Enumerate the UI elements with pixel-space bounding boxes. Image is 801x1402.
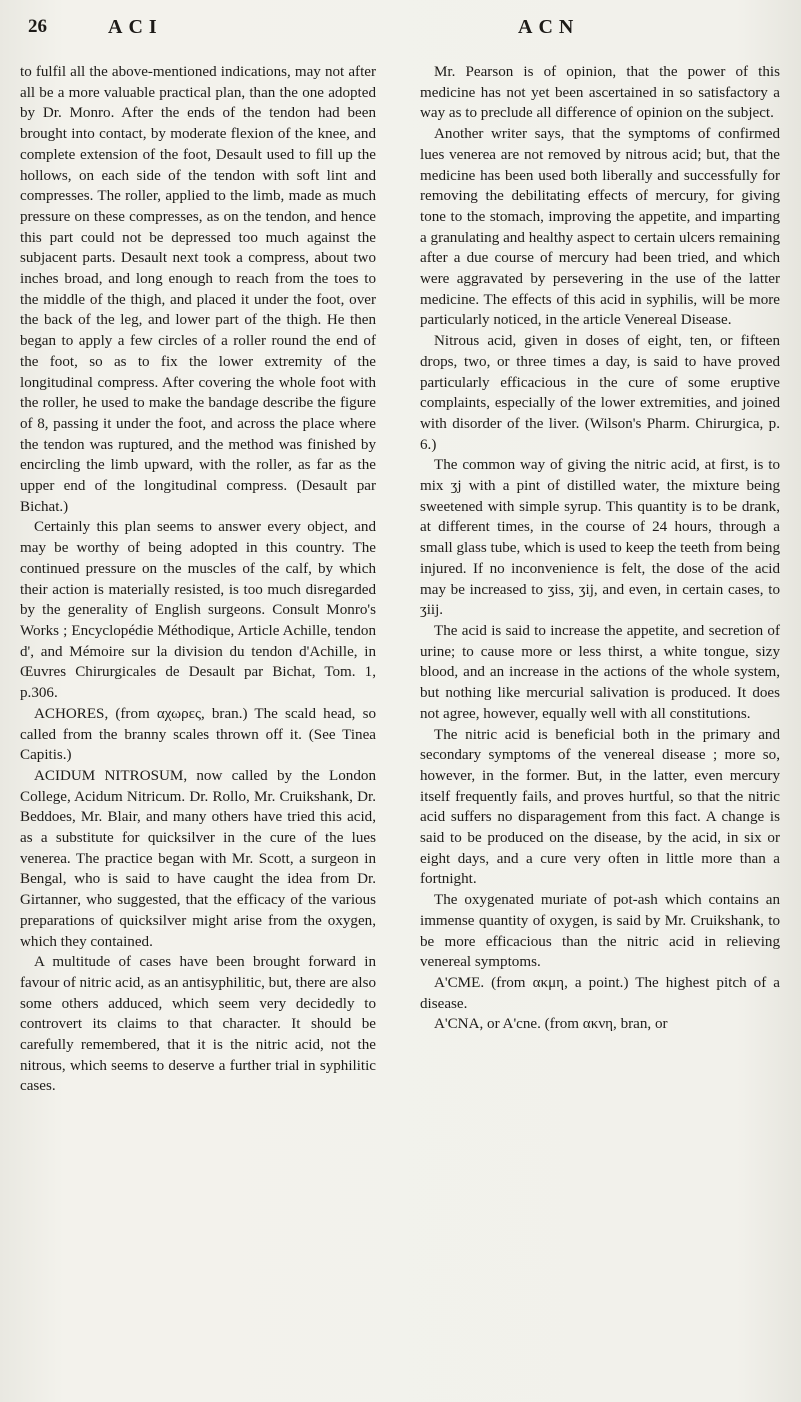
paragraph: The nitric acid is beneficial both in the primary and secondary symptoms of the venereal disease ; more so, however, in the former. But, in the latter, even mercury itself frequently fails, and proves hurtful, so that the nitric acid suffers no disparagement from this fact. A change is said to be produced on the disease, by the acid, in six or eight days, and a cure very often in little more than a fortnight. [420,726,780,888]
paragraph: A multitude of cases have been brought forward in favour of nitric acid, as an antisyphilitic, but, there are also some others adduced, which seem very decidedly to controvert its claims to that character. It should be carefully remembered, that it is the nitric acid, not the nitrous, which seems to deserve a further trial in syphilitic cases. [20,954,376,1095]
entry-acidum-nitrosum: ACIDUM NITROSUM, now called by the London College, Acidum Nitricum. Dr. Rollo, Mr. Cruikshank, Dr. Beddoes, Mr. Blair, and many others have tried this acid, as a substitute for quicksilver in the cure of the lues venerea. The practice began with Mr. Scott, a surgeon in Bengal, who is said to have caught the idea from Dr. Girtanner, who suggested, that the efficacy of the various preparations of quicksilver might arise from the oxygen, which they contained. [20,767,376,950]
paragraph: The acid is said to increase the appetite, and secretion of urine; to cause more or less thirst, a white tongue, sizy blood, and an increase in the actions of the whole system, but nothing like mercurial salivation is produced. It does not agree, however, equally well with all constitutions. [420,622,780,722]
page-header [18,16,783,48]
paragraph: Nitrous acid, given in doses of eight, ten, or fifteen drops, two, or three times a day, is said to have proved particularly efficacious in the cure of some eruptive complaints, especially of the lower extremities, and joined with disorder of the liver. (Wilson's Pharm. Chirurgica, p. 6.) [420,333,780,453]
left-column [20,62,376,1097]
paragraph: The common way of giving the nitric acid, at first, is to mix ʒj with a pint of distilled water, the mixture being sweetened with simple syrup. This quantity is to be drank, at different times, in the course of 24 hours, through a small glass tube, which is used to keep the teeth from being injured. If no inconvenience is felt, the dose of the acid may be increased to ʒiss, ʒij, and even, in certain cases, to ʒiij. [420,457,780,619]
entry-achores: ACHORES, (from αχωρες, bran.) The scald head, so called from the branny scales thrown off it. (See Tinea Capitis.) [20,705,376,764]
paragraph: Mr. Pearson is of opinion, that the power of this medicine has not yet been ascertained in so satisfactory a way as to preclude all difference of opinion on the subject. [420,64,780,122]
paragraph: Certainly this plan seems to answer every object, and may be worthy of being adopted in this country. The continued pressure on the muscles of the calf, by which their action is materially resisted, is too much disregarded by the generality of English surgeons. Consult Monro's Works ; Encyclopédie Méthodique, Article Achille, tendon d', and Mémoire sur la division du tendon d'Achille, in Œuvres Chirurgicales de Desault par Bichat, Tom. 1, p.306. [20,519,376,702]
paragraph: Another writer says, that the symptoms of confirmed lues venerea are not removed by nitrous acid; but, that the medicine has been used both liberally and successfully for removing the debilitating effects of mercury, for giving tone to the stomach, improving the appetite, and imparting a granulating and healthy aspect to certain ulcers remaining after a due course of mercury had been tried, and which were aggravated by persevering in the use of the latter medicine. The effects of this acid in syphilis, will be more particularly noticed, in the article Venereal Disease. [420,126,780,329]
running-head-left: ACI [108,16,163,38]
running-head-right: ACN [518,16,580,38]
paragraph: The oxygenated muriate of pot-ash which contains an immense quantity of oxygen, is said by Mr. Cruikshank, to be more efficacious than the nitric acid in relieving venereal symptoms. [420,892,780,971]
page-number: 26 [28,16,47,37]
paragraph: to fulfil all the above-mentioned indications, may not after all be a more valuable practical plan, than the one adopted by Dr. Monro. After the ends of the tendon had been brought into contact, by moderate flexion of the knee, and complete extension of the foot, Desault used to fill up the hollows, on each side of the tendon with soft lint and compresses. The roller, applied to the limb, made as much pressure on these compresses, as on the tendon, and hence this part could not be depressed too much against the subjacent parts. Desault next took a compress, about two inches broad, and long enough to reach from the toes to the middle of the thigh, and placed it under the foot, over the back of the leg, and lower part of the thigh. He then began to apply a few circles of a roller round the end of the foot, so as to fix the lower extremity of the longitudinal compress. After covering the whole foot with the roller, he used to make the bandage describe the figure of 8, passing it under the foot, and across the place where the tendon was ruptured, and the method was finished by encircling the limb upward, with the roller, as far as the upper end of the longitudinal compress. (Desault par Bichat.) [20,64,376,515]
right-column [420,62,780,1035]
entry-acme: A'CME. (from ακμη, a point.) The highest pitch of a disease. [420,974,780,1012]
entry-acna: A'CNA, or A'cne. (from ακνη, bran, or [434,1016,668,1033]
